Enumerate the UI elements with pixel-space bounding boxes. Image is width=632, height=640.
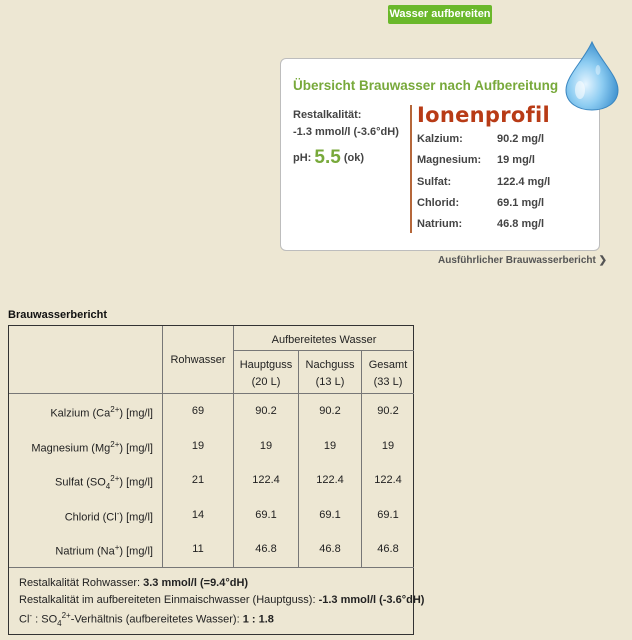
ion-name: Sulfat: (417, 176, 452, 188)
cell-raw: 69 (191, 405, 205, 417)
treat-water-button[interactable]: Wasser aufbereiten (388, 5, 492, 24)
cell-total: 122.4 (374, 474, 402, 486)
ion-name: Kalzium: (417, 133, 463, 145)
overview-title: Übersicht Brauwasser nach Aufbereitung (293, 78, 559, 93)
row-label-magnesium: Magnesium $(Mg^{2+})$ [mg/l] (31, 440, 153, 455)
cell-raw: 11 (192, 543, 204, 555)
ion-name: Magnesium: (417, 154, 482, 166)
ion-row-natrium (417, 218, 577, 234)
col-header-total-volume: (33 L) (373, 376, 403, 388)
cell-total: 90.2 (377, 405, 399, 417)
ion-value: 46.8 mg/l (497, 218, 545, 230)
ion-value: 122.4 mg/l (497, 176, 551, 188)
ion-value: 19 mg/l (497, 154, 535, 166)
row-label-kalzium: Kalzium $(Ca^{2+})$ [mg/l] (50, 405, 153, 420)
ion-profile-title: Ionenprofil (417, 103, 551, 127)
grid-line (9, 567, 414, 568)
row-label-sulfat: Sulfat $(SO_4^{2+})$ [mg/l] (55, 474, 153, 491)
summary-ratio: Cl- : $SO_4^{2+}$-Verhältnis (aufbereitetes Wasser): 1 : 1.8 (19, 611, 274, 628)
ion-value: 90.2 mg/l (497, 133, 545, 145)
summary-raw-ra: Restalkalität Rohwasser: 3.3 mmol/l (=9.4°dH) (19, 577, 249, 589)
cell-main: 19 (259, 440, 273, 452)
cell-raw: 19 (191, 440, 205, 452)
cell-main: 69.1 (255, 509, 277, 521)
grid-line (9, 393, 414, 394)
ion-divider (410, 105, 412, 233)
cell-sparge: 122.4 (316, 474, 344, 486)
col-header-total: Gesamt (368, 359, 408, 371)
restalkalitaet-label: Restalkalität: (293, 109, 362, 121)
cell-sparge: 46.8 (319, 543, 341, 555)
cell-sparge: 90.2 (319, 405, 341, 417)
restalkalitaet-value: -1.3 mmol/l (-3.6°dH) (293, 126, 399, 138)
ion-row-sulfat (417, 176, 577, 192)
cell-main: 90.2 (255, 405, 277, 417)
col-header-sparge-volume: (13 L) (315, 376, 345, 388)
ion-row-kalzium (417, 133, 577, 149)
ion-row-chlorid (417, 197, 577, 213)
overview-card (280, 58, 600, 251)
cell-total: 69.1 (377, 509, 399, 521)
col-header-raw: Rohwasser (170, 354, 226, 366)
cell-main: 46.8 (255, 543, 277, 555)
report-title: Brauwasserbericht (8, 309, 108, 321)
cell-raw: 21 (191, 474, 205, 486)
col-header-sparge: Nachguss (305, 359, 355, 371)
ion-row-magnesium (417, 154, 577, 170)
col-header-main-volume: (20 L) (251, 376, 281, 388)
water-drop-icon (562, 40, 622, 112)
water-report-table (8, 325, 425, 635)
row-label-chlorid: Chlorid (Cl-) [mg/l] (64, 509, 153, 524)
ph-row (293, 147, 364, 169)
cell-main: 122.4 (252, 474, 280, 486)
col-header-main: Hauptguss (239, 359, 293, 371)
cell-sparge: 19 (323, 440, 337, 452)
grid-line (233, 350, 414, 351)
ion-value: 69.1 mg/l (497, 197, 545, 209)
ion-name: Chlorid: (417, 197, 460, 209)
cell-total: 46.8 (377, 543, 399, 555)
ph-value: 5.5 (314, 147, 341, 168)
cell-total: 19 (381, 440, 395, 452)
ph-status: (ok) (343, 152, 365, 164)
ion-name: Natrium: (417, 218, 463, 230)
summary-treated-ra: Restalkalität im aufbereiteten Einmaischwasser (Hauptguss): -1.3 mmol/l (-3.6°dH) (19, 594, 425, 606)
col-group-treated: Aufbereitetes Wasser (271, 334, 377, 346)
row-label-natrium: Natrium (Na+) [mg/l] (55, 543, 153, 558)
detailed-report-link[interactable]: Ausführlicher Brauwasserbericht ❯ (438, 255, 607, 266)
ph-label: pH: (293, 152, 312, 164)
cell-raw: 14 (191, 509, 205, 521)
cell-sparge: 69.1 (319, 509, 341, 521)
